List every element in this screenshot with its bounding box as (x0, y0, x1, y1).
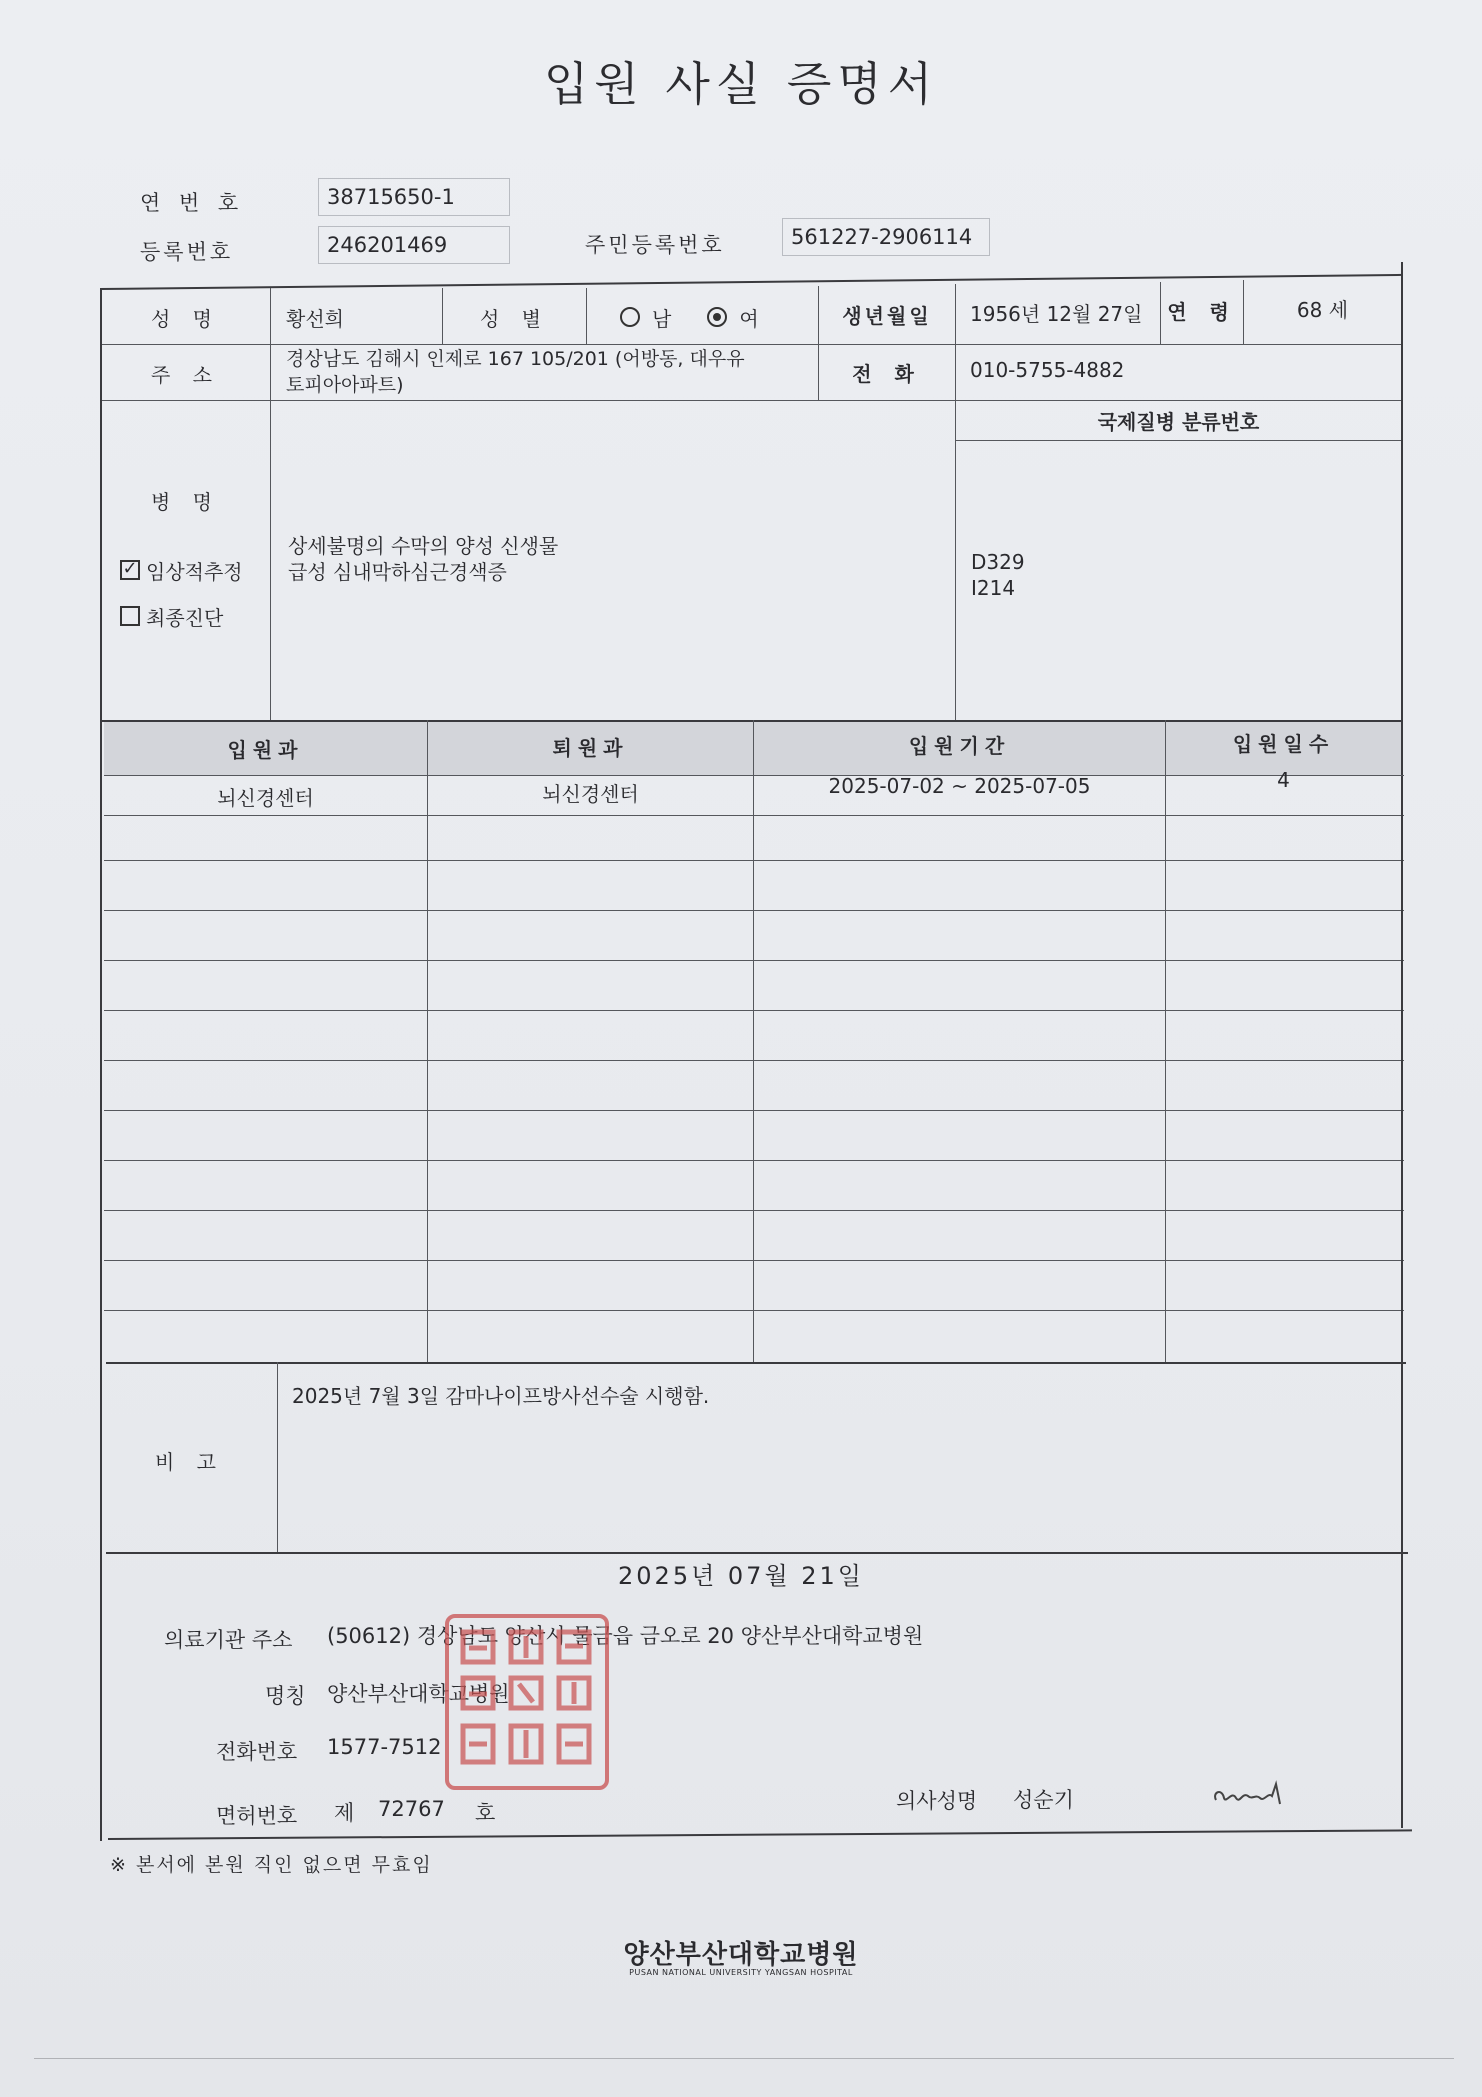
final-diagnosis-checkbox[interactable] (120, 606, 140, 626)
remarks-text: 2025년 7월 3일 감마나이프방사선수술 시행함. (292, 1384, 710, 1408)
institution-name-label: 명칭 (265, 1684, 306, 1708)
phone-label: 전 화 (852, 361, 922, 386)
diagnosis-name-2: 급성 심내막하심근경색증 (288, 560, 507, 584)
clinical-estimate-checkbox[interactable]: ✓ (120, 560, 140, 580)
icd-label: 국제질병 분류번호 (1097, 409, 1260, 434)
license-suffix: 호 (475, 1801, 496, 1825)
admit-dept-cell: 뇌신경센터 (217, 785, 314, 810)
institution-address-value: (50612) 경상남도 양산시 물금읍 금오로 20 양산부산대학교병원 (327, 1624, 924, 1648)
address-line2: 토피아아파트) (286, 374, 404, 396)
rrn-value: 561227-2906114 (782, 218, 990, 256)
phone-value: 010-5755-4882 (970, 358, 1125, 382)
final-diagnosis-option (120, 598, 223, 634)
final-diagnosis-label: 최종진단 (146, 605, 224, 630)
sex-female-label: 여 (739, 306, 759, 331)
rrn-label: 주민등록번호 (585, 233, 725, 257)
institution-phone-label: 전화번호 (216, 1740, 298, 1764)
hospital-logo-english: PUSAN NATIONAL UNIVERSITY YANGSAN HOSPITAL (629, 1968, 853, 1977)
admit-days-cell: 4 (1277, 768, 1290, 792)
sex-label: 성 별 (480, 306, 549, 331)
col-admit-days: 입원일수 (1232, 732, 1335, 756)
doctor-value: 성순기 (1013, 1788, 1074, 1812)
remarks-label: 비 고 (155, 1449, 224, 1474)
name-label: 성 명 (151, 306, 220, 331)
footnote: ※ 본서에 본원 직인 없으면 무효임 (110, 1854, 433, 1876)
dob-label: 생년월일 (842, 303, 932, 328)
license-value: 72767 (378, 1797, 445, 1821)
institution-name-value: 양산부산대학교병원 (327, 1682, 510, 1706)
serial-value: 38715650-1 (318, 178, 510, 216)
diagnosis-label: 병 명 (151, 489, 220, 514)
serial-label: 연 번 호 (140, 191, 245, 215)
dob-value: 1956년 12월 27일 (970, 301, 1143, 326)
name-value: 황선희 (286, 306, 344, 331)
diagnosis-name-1: 상세불명의 수막의 양성 신생물 (288, 534, 559, 558)
institution-address-label: 의료기관 주소 (164, 1628, 293, 1652)
reg-value: 246201469 (318, 226, 510, 264)
discharge-dept-cell: 뇌신경센터 (542, 781, 639, 806)
icd-code-1: D329 (971, 550, 1025, 574)
icd-code-2: I214 (971, 576, 1016, 600)
admit-period-cell: 2025-07-02 ~ 2025-07-05 (828, 774, 1091, 798)
age-value: 68 세 (1296, 297, 1349, 322)
col-admit-dept: 입원과 (227, 738, 304, 762)
col-discharge-dept: 퇴원과 (552, 736, 629, 760)
clinical-estimate-label: 임상적추정 (146, 559, 243, 584)
reg-label: 등록번호 (140, 240, 234, 264)
sex-male-radio[interactable] (620, 307, 640, 327)
hospital-logo-text: 양산부산대학교병원 (623, 1940, 859, 1970)
license-prefix: 제 (334, 1801, 355, 1825)
sex-male-label: 남 (652, 306, 672, 331)
sex-options (620, 290, 816, 344)
bottom-rule (34, 2058, 1454, 2059)
doctor-signature (1210, 1774, 1290, 1814)
address-label: 주 소 (151, 362, 220, 387)
sex-female-radio[interactable] (707, 307, 727, 327)
doctor-label: 의사성명 (896, 1789, 978, 1813)
issue-date: 2025년 07월 21일 (618, 1562, 864, 1590)
age-label: 연 령 (1167, 299, 1237, 324)
document-title: 입원 사실 증명서 (543, 57, 939, 111)
address-line1: 경상남도 김해시 인제로 167 105/201 (어방동, 대우유 (286, 348, 745, 370)
clinical-estimate-option (120, 552, 243, 588)
license-label: 면허번호 (216, 1804, 298, 1828)
hospital-seal (445, 1614, 609, 1790)
institution-phone-value: 1577-7512 (327, 1735, 442, 1759)
col-admit-period: 입원기간 (908, 734, 1011, 758)
